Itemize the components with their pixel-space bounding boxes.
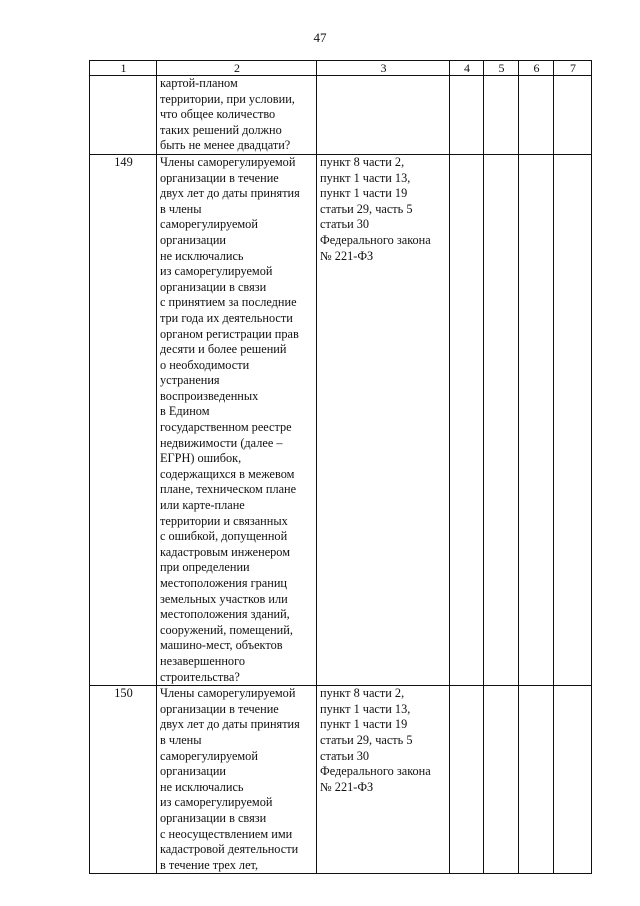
- legal-reference-cell-line: пункт 1 части 13,: [320, 701, 411, 716]
- header-col-2: 2: [157, 61, 317, 76]
- table-body: [90, 76, 592, 874]
- requirement-cell: [157, 686, 317, 874]
- header-col-6: 6: [519, 61, 554, 76]
- requirement-cell-line: или карте-плане: [160, 498, 245, 513]
- requirement-cell-line: плане, техническом плане: [160, 482, 297, 497]
- requirement-cell-line: с принятием за последние: [160, 295, 297, 310]
- requirement-cell-line: ЕГРН) ошибок,: [160, 451, 242, 466]
- requirement-cell-line: двух лет до даты принятия: [160, 717, 300, 732]
- answer-cell-col6: [519, 76, 554, 155]
- answer-cell-col5: [484, 154, 519, 685]
- requirement-cell-line: незавершенного: [160, 653, 245, 668]
- legal-reference-cell-line: № 221-ФЗ: [320, 248, 374, 263]
- requirement-cell-line: организации в течение: [160, 170, 279, 185]
- legal-reference-cell-line: Федерального закона: [320, 232, 431, 247]
- requirement-cell-line: с ошибкой, допущенной: [160, 529, 288, 544]
- requirement-cell-line: органом регистрации прав: [160, 326, 299, 341]
- requirement-cell-line: устранения: [160, 373, 220, 388]
- requirement-cell-line: двух лет до даты принятия: [160, 186, 300, 201]
- requirement-cell-line: не исключались: [160, 248, 244, 263]
- requirement-cell-line: в течение трех лет,: [160, 857, 259, 872]
- requirement-cell-line: воспроизведенных: [160, 388, 259, 403]
- requirement-cell-line: территории и связанных: [160, 513, 288, 528]
- requirement-cell-line: в члены: [160, 732, 202, 747]
- requirement-cell-line: кадастровой деятельности: [160, 842, 299, 857]
- answer-cell-col7: [554, 686, 592, 874]
- requirement-cell-line: картой-планом: [160, 76, 238, 90]
- requirement-cell-line: Члены саморегулируемой: [160, 154, 296, 169]
- requirement-cell-line: таких решений должно: [160, 122, 282, 137]
- requirement-cell: [157, 154, 317, 685]
- requirement-cell-line: организации в связи: [160, 279, 267, 294]
- requirement-cell-line: кадастровым инженером: [160, 544, 290, 559]
- requirement-cell-line: организации в течение: [160, 701, 279, 716]
- answer-cell-col4: [450, 686, 484, 874]
- table-row: [90, 76, 592, 155]
- requirement-cell-line: государственном реестре: [160, 420, 292, 435]
- table-row: [90, 154, 592, 685]
- header-col-7: 7: [554, 61, 592, 76]
- header-col-5: 5: [484, 61, 519, 76]
- header-col-1: 1: [90, 61, 157, 76]
- requirement-cell-line: с неосуществлением ими: [160, 826, 293, 841]
- requirement-cell-line: в Едином: [160, 404, 210, 419]
- requirement-cell-line: Члены саморегулируемой: [160, 686, 296, 701]
- requirement-cell: [157, 76, 317, 155]
- header-col-4: 4: [450, 61, 484, 76]
- requirement-cell-line: из саморегулируемой: [160, 264, 273, 279]
- table-header: [90, 61, 592, 76]
- legal-reference-cell: [317, 686, 450, 874]
- requirement-cell-line: недвижимости (далее –: [160, 435, 283, 450]
- row-number: 149: [90, 154, 157, 685]
- requirement-cell-line: строительства?: [160, 669, 240, 684]
- requirement-cell-line: организации в связи: [160, 810, 267, 825]
- requirement-cell-line: что общее количество: [160, 107, 276, 122]
- requirement-cell-line: территории, при условии,: [160, 91, 295, 106]
- requirement-cell-line: из саморегулируемой: [160, 795, 273, 810]
- row-number: 150: [90, 686, 157, 874]
- checklist-table: [89, 60, 592, 874]
- legal-reference-cell-line: статьи 30: [320, 748, 370, 763]
- requirement-cell-line: в члены: [160, 201, 202, 216]
- legal-reference-cell: [317, 76, 450, 155]
- legal-reference-cell-line: пункт 8 части 2,: [320, 686, 405, 701]
- row-number: [90, 76, 157, 155]
- table-row: [90, 686, 592, 874]
- requirement-cell-line: десяти и более решений: [160, 342, 287, 357]
- requirement-cell-line: быть не менее двадцати?: [160, 138, 291, 153]
- answer-cell-col5: [484, 76, 519, 155]
- requirement-cell-line: саморегулируемой: [160, 748, 258, 763]
- legal-reference-cell-line: пункт 1 части 19: [320, 717, 408, 732]
- answer-cell-col6: [519, 154, 554, 685]
- legal-reference-cell-line: пункт 1 части 19: [320, 186, 408, 201]
- requirement-cell-line: сооружений, помещений,: [160, 622, 293, 637]
- legal-reference-cell-line: Федерального закона: [320, 764, 431, 779]
- requirement-cell-line: местоположения границ: [160, 576, 287, 590]
- requirement-cell-line: организации: [160, 232, 227, 247]
- legal-reference-cell-line: статьи 29, часть 5: [320, 732, 413, 747]
- answer-cell-col7: [554, 76, 592, 155]
- requirement-cell-line: организации: [160, 764, 227, 779]
- legal-reference-cell-line: статьи 29, часть 5: [320, 201, 413, 216]
- page-number: 47: [313, 30, 327, 45]
- answer-cell-col5: [484, 686, 519, 874]
- requirement-cell-line: при определении: [160, 560, 250, 575]
- answer-cell-col7: [554, 154, 592, 685]
- requirement-cell-line: не исключались: [160, 779, 244, 794]
- legal-reference-cell-line: статьи 30: [320, 217, 370, 232]
- requirement-cell-line: три года их деятельности: [160, 310, 293, 325]
- answer-cell-col6: [519, 686, 554, 874]
- legal-reference-cell-line: пункт 1 части 13,: [320, 170, 411, 185]
- header-col-3: 3: [317, 61, 450, 76]
- requirement-cell-line: машино-мест, объектов: [160, 638, 283, 653]
- answer-cell-col4: [450, 76, 484, 155]
- requirement-cell-line: саморегулируемой: [160, 217, 258, 232]
- requirement-cell-line: земельных участков или: [160, 591, 288, 606]
- legal-reference-cell: [317, 154, 450, 685]
- legal-reference-cell-line: пункт 8 части 2,: [320, 154, 405, 169]
- requirement-cell-line: о необходимости: [160, 357, 250, 372]
- legal-reference-cell-line: № 221-ФЗ: [320, 779, 374, 794]
- answer-cell-col4: [450, 154, 484, 685]
- header-row: [90, 61, 592, 76]
- requirement-cell-line: содержащихся в межевом: [160, 466, 295, 481]
- requirement-cell-line: местоположения зданий,: [160, 607, 290, 622]
